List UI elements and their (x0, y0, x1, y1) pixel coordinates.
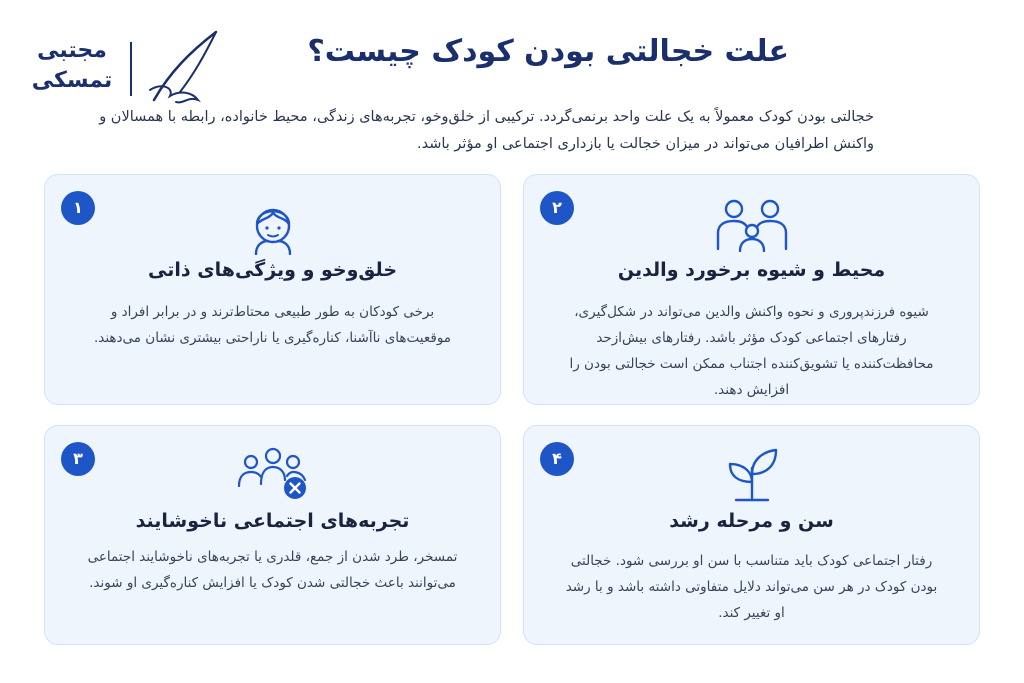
family-icon (714, 197, 790, 253)
cause-card-age-development (523, 425, 980, 645)
card-title: محیط و شیوه برخورد والدین (617, 259, 886, 281)
child-face-icon (244, 197, 302, 255)
group-rejection-icon (235, 444, 311, 502)
logo-divider (130, 42, 132, 96)
card-number-badge: ۱ (61, 191, 95, 225)
cause-card-parenting (523, 174, 980, 405)
card-title: خلق‌وخو و ویژگی‌های ذاتی (147, 259, 398, 281)
card-title: تجربه‌های اجتماعی ناخوشایند (135, 510, 410, 532)
brand-logo (22, 30, 232, 108)
card-number-badge: ۲ (540, 191, 574, 225)
logo-text (22, 36, 122, 96)
page-title: علت خجالتی بودن کودک چیست؟ (307, 34, 789, 69)
logo-line-1: مجتبی (37, 38, 107, 63)
card-number-badge: ۳ (61, 442, 95, 476)
card-body: برخی کودکان به طور طبیعی محتاط‌ترند و در برابر افراد و موقعیت‌های ناآشنا، کناره‌گیری یا ناراحتی بیشتری نشان می‌دهند. (93, 304, 452, 346)
intro-paragraph: خجالتی بودن کودک معمولاً به یک علت واحد برنمی‌گردد. ترکیبی از خلق‌وخو، تجربه‌های زندگی، محیط خانواده، رابطه با همسالان و واکنش اطرافیان می‌تواند در میزان خجالت یا بازداری اجتماعی او مؤثر باشد. (99, 109, 874, 152)
card-body: تمسخر، طرد شدن از جمع، قلدری یا تجربه‌های ناخوشایند اجتماعی می‌توانند باعث خجالتی شدن کودک یا افزایش کناره‌گیری او شوند. (87, 549, 458, 591)
cause-card-temperament (44, 174, 501, 405)
card-body: شیوه فرزندپروری و نحوه واکنش والدین می‌تواند در شکل‌گیری، رفتارهای اجتماعی کودک مؤثر باشد. رفتارهای بیش‌ازحد محافظت‌کننده یا تشویق‌کننده اجتناب ممکن است خجالتی بودن را افزایش دهند. (569, 304, 934, 398)
logo-line-2: تمسکی (31, 68, 113, 93)
signature-mark-icon (140, 30, 226, 110)
cause-card-social-experiences (44, 425, 501, 645)
card-title: سن و مرحله رشد (669, 510, 834, 532)
sprout-icon (722, 444, 782, 502)
card-number-badge: ۴ (540, 442, 574, 476)
card-body: رفتار اجتماعی کودک باید متناسب با سن او بررسی شود. خجالتی بودن کودک در هر سن می‌تواند دلایل متفاوتی داشته باشد و با رشد او تغییر کند. (565, 553, 938, 621)
